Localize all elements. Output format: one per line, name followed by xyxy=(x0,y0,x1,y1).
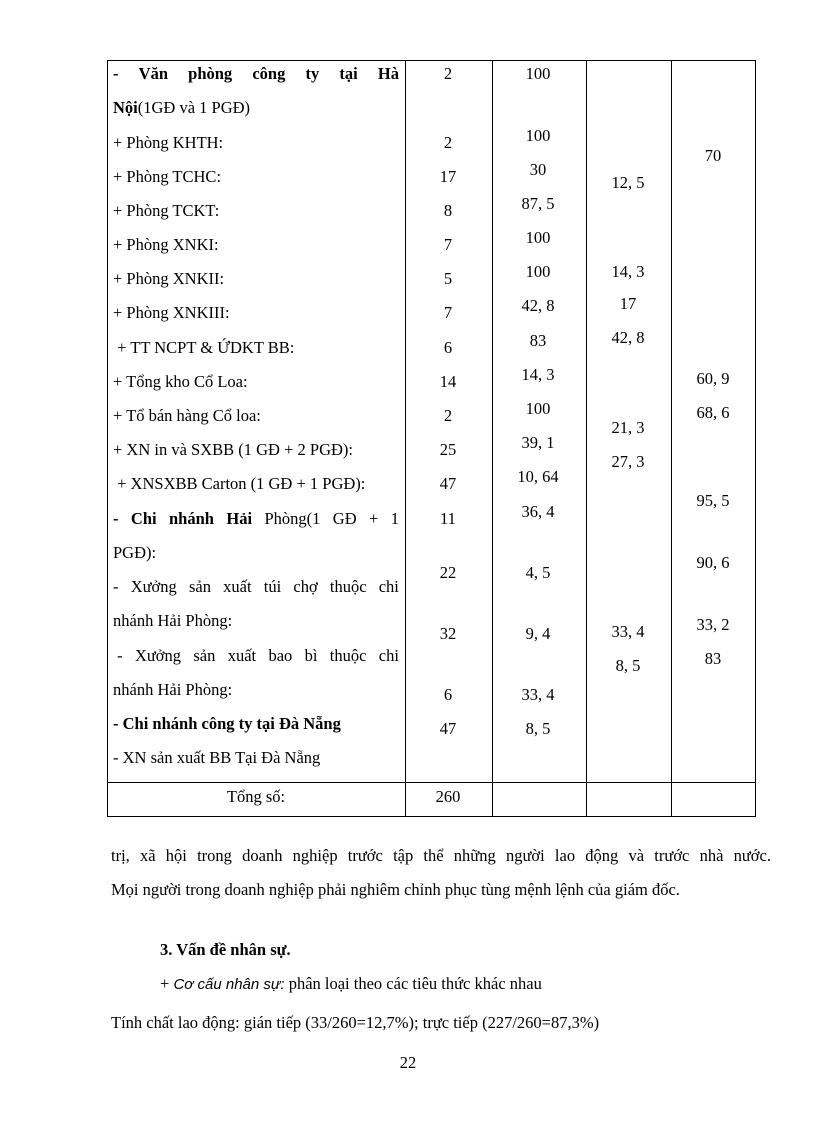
col-divider-1 xyxy=(405,60,406,817)
staff-table xyxy=(107,60,756,817)
col4-value: 33, 4 xyxy=(611,622,645,641)
pct-value: 10, 64 xyxy=(517,467,559,486)
total-label: Tổng số: xyxy=(226,787,286,806)
row-label-hai-phong-cont: PGĐ): xyxy=(113,543,157,562)
staff-count: 6 xyxy=(443,685,453,704)
staff-count: 2 xyxy=(443,406,453,425)
col5-value: 60, 9 xyxy=(696,369,730,388)
staff-count: 2 xyxy=(443,64,453,83)
row-label-tong-kho: + Tổng kho Cổ Loa: xyxy=(113,372,248,391)
col4-value: 42, 8 xyxy=(611,328,645,347)
col-divider-2 xyxy=(492,60,493,817)
row-label-xnki: + Phòng XNKI: xyxy=(113,235,219,254)
body-text-line: Mọi người trong doanh nghiệp phải nghiêm chỉnh phục tùng mệnh lệnh của giám đốc. xyxy=(111,880,680,899)
pct-value: 100 xyxy=(525,262,551,281)
pct-value: 9, 4 xyxy=(525,624,551,643)
row-label-da-nang-branch: - Chi nhánh công ty tại Đà Nẵng xyxy=(113,714,341,733)
col5-value: 90, 6 xyxy=(696,553,730,572)
row-label-da-nang-xn: - XN sản xuất BB Tại Đà Nẵng xyxy=(113,748,321,767)
col4-value: 8, 5 xyxy=(615,656,641,675)
staff-count: 47 xyxy=(439,719,457,738)
col5-value: 70 xyxy=(704,146,722,165)
pct-value: 100 xyxy=(525,399,551,418)
staff-count: 32 xyxy=(439,624,457,643)
total-value: 260 xyxy=(435,787,461,806)
pct-value: 8, 5 xyxy=(525,719,551,738)
pct-value: 30 xyxy=(529,160,547,179)
pct-value: 36, 4 xyxy=(521,502,555,521)
labor-nature-line: Tính chất lao động: gián tiếp (33/260=12,7%); trực tiếp (227/260=87,3%) xyxy=(111,1013,600,1032)
staff-count: 14 xyxy=(439,372,457,391)
row-label-tt-ncpt: + TT NCPT & ỨDKT BB: xyxy=(113,338,295,357)
pct-value: 100 xyxy=(525,228,551,247)
body-text-line: trị, xã hội trong doanh nghiệp trước tập thể những người lao động và trước nhà nước. xyxy=(111,846,771,865)
col4-value: 21, 3 xyxy=(611,418,645,437)
staff-count: 11 xyxy=(440,509,456,528)
row-label-hanoi-office: - Văn phòng công ty tại Hà xyxy=(113,64,399,83)
row-label-xnkii: + Phòng XNKII: xyxy=(113,269,225,288)
staff-count: 22 xyxy=(439,563,457,582)
pct-value: 14, 3 xyxy=(521,365,555,384)
col5-value: 68, 6 xyxy=(696,403,730,422)
pct-value: 4, 5 xyxy=(525,563,551,582)
row-label-xuong-bao-cont: nhánh Hải Phòng: xyxy=(113,680,233,699)
section-heading: 3. Vấn đề nhân sự. xyxy=(160,940,291,959)
structure-line: + Cơ cấu nhân sự: phân loại theo các tiêu thức khác nhau xyxy=(160,974,542,993)
table-border-right xyxy=(755,60,756,817)
staff-count: 2 xyxy=(443,133,453,152)
staff-count: 17 xyxy=(439,167,457,186)
table-border-bottom xyxy=(107,816,756,817)
row-label-tckt: + Phòng TCKT: xyxy=(113,201,220,220)
page-number: 22 xyxy=(399,1053,417,1072)
row-label-xuong-bao: - Xưởng sản xuất bao bì thuộc chi xyxy=(113,646,399,665)
row-label-khth: + Phòng KHTH: xyxy=(113,133,224,152)
col4-value: 12, 5 xyxy=(611,173,645,192)
total-row-divider xyxy=(107,782,756,783)
row-label-xnsxbb-carton: + XNSXBB Carton (1 GĐ + 1 PGĐ): xyxy=(113,474,366,493)
pct-value: 100 xyxy=(525,126,551,145)
pct-value: 33, 4 xyxy=(521,685,555,704)
staff-count: 47 xyxy=(439,474,457,493)
pct-value: 87, 5 xyxy=(521,194,555,213)
row-label-to-ban-hang: + Tổ bán hàng Cổ loa: xyxy=(113,406,261,425)
col5-value: 33, 2 xyxy=(696,615,730,634)
staff-count: 7 xyxy=(443,235,453,254)
col4-value: 27, 3 xyxy=(611,452,645,471)
table-border-top xyxy=(107,60,756,61)
pct-value: 100 xyxy=(525,64,551,83)
row-label-xuong-tui-cont: nhánh Hải Phòng: xyxy=(113,611,233,630)
row-label-hai-phong: - Chi nhánh Hải Phòng(1 GĐ + 1 xyxy=(113,509,399,528)
staff-count: 6 xyxy=(443,338,453,357)
row-label-hanoi-cont: Nội(1GĐ và 1 PGĐ) xyxy=(113,98,251,117)
staff-count: 7 xyxy=(443,303,453,322)
col4-value: 14, 3 xyxy=(611,262,645,281)
staff-count: 8 xyxy=(443,201,453,220)
row-label-xuong-tui: - Xưởng sản xuất túi chợ thuộc chi xyxy=(113,577,399,596)
row-label-xnkiii: + Phòng XNKIII: xyxy=(113,303,230,322)
col-divider-4 xyxy=(671,60,672,817)
pct-value: 39, 1 xyxy=(521,433,555,452)
pct-value: 42, 8 xyxy=(521,296,555,315)
table-border-left xyxy=(107,60,108,817)
col-divider-3 xyxy=(586,60,587,817)
pct-value: 83 xyxy=(529,331,547,350)
col5-value: 95, 5 xyxy=(696,491,730,510)
row-label-xn-in: + XN in và SXBB (1 GĐ + 2 PGĐ): xyxy=(113,440,353,459)
col5-value: 83 xyxy=(704,649,722,668)
col4-value: 17 xyxy=(619,294,637,313)
staff-count: 25 xyxy=(439,440,457,459)
staff-count: 5 xyxy=(443,269,453,288)
row-label-tchc: + Phòng TCHC: xyxy=(113,167,222,186)
